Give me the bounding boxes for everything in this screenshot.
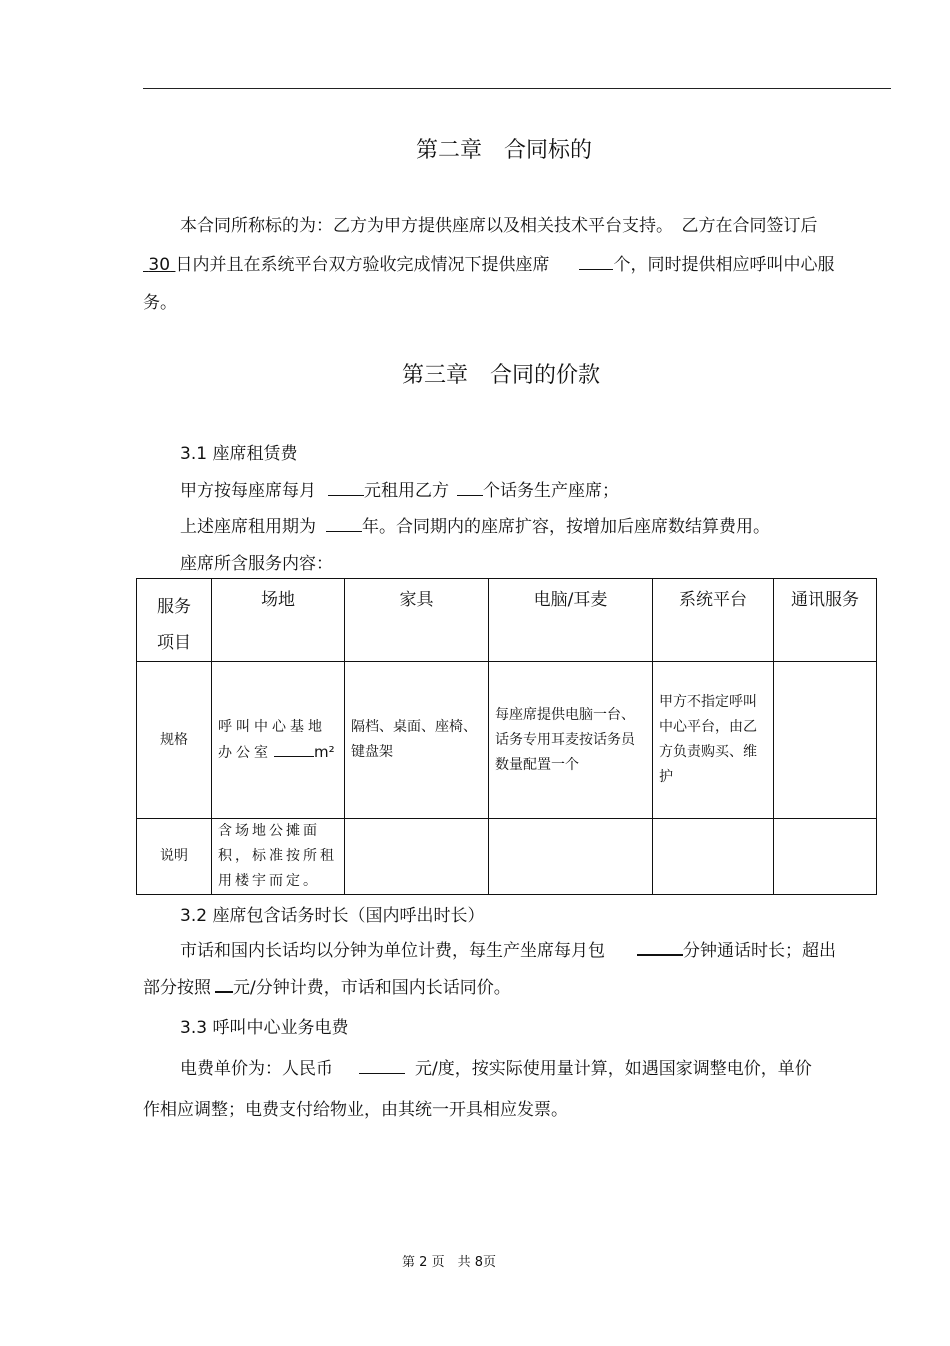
note-platform [653, 819, 774, 895]
chapter2-title: 第二章 合同标的 [416, 138, 593, 163]
section-3-1-heading: 3.1 座席租赁费 [180, 444, 298, 464]
header-comm: 通讯服务 [774, 579, 877, 662]
row-label-spec: 规格 [137, 662, 212, 819]
header-platform: 系统平台 [653, 579, 774, 662]
seat-qty-blank [457, 478, 483, 496]
area-blank [274, 742, 314, 757]
page-footer: 第 2 页 共 8页 [402, 1255, 497, 1270]
header-furniture: 家具 [345, 579, 489, 662]
spec-furniture: 隔档、桌面、座椅、键盘架 [345, 662, 489, 819]
section-3-3-heading: 3.3 呼叫中心业务电费 [180, 1018, 349, 1038]
header-service-item: 服务 项目 [137, 579, 212, 662]
note-comm [774, 819, 877, 895]
seat-count-blank [579, 252, 613, 270]
table-header-row [137, 579, 877, 662]
header-venue: 场地 [212, 579, 345, 662]
electricity-price-blank [359, 1056, 405, 1074]
note-computer [489, 819, 653, 895]
rental-years-blank [326, 514, 362, 532]
service-content-table [136, 578, 877, 895]
overage-rate-blank [215, 974, 233, 993]
table-row [137, 819, 877, 895]
table-row [137, 662, 877, 819]
section-3-1-line1: 甲方按每座席每月 元租用乙方 个话务生产座席； [180, 476, 619, 501]
chapter2-para-line2: 30 日内并且在系统平台双方验收完成情况下提供座席 个，同时提供相应呼叫中心服 [143, 250, 834, 275]
section-3-2-line1: 市话和国内长话均以分钟为单位计费，每生产坐席每月包 分钟通话时长；超出 [180, 936, 836, 961]
section-3-1-line3: 座席所含服务内容： [180, 554, 333, 574]
minutes-blank [637, 937, 683, 956]
row-label-note: 说明 [137, 819, 212, 895]
header-rule [143, 88, 891, 89]
note-furniture [345, 819, 489, 895]
spec-platform: 甲方不指定呼叫中心平台，由乙方负责购买、维护 [653, 662, 774, 819]
spec-comm [774, 662, 877, 819]
note-venue: 含场地公摊面积，标准按所租用楼宇而定。 [212, 819, 345, 895]
chapter2-para-line3: 务。 [143, 293, 177, 313]
header-computer: 电脑/耳麦 [489, 579, 653, 662]
section-3-2-line2: 部分按照 元/分钟计费，市话和国内长话同价。 [143, 973, 511, 998]
section-3-3-line1: 电费单价为：人民币 元/度，按实际使用量计算，如遇国家调整电价，单价 [180, 1054, 812, 1079]
section-3-1-line2: 上述座席租用期为 年。合同期内的座席扩容，按增加后座席数结算费用。 [180, 512, 770, 537]
days-value: 30 [148, 255, 171, 275]
monthly-fee-blank [328, 478, 364, 496]
chapter2-para-line1: 本合同所称标的为：乙方为甲方提供座席以及相关技术平台支持。 乙方在合同签订后 [180, 216, 818, 236]
section-3-2-heading: 3.2 座席包含话务时长（国内呼出时长） [180, 906, 485, 926]
spec-computer: 每座席提供电脑一台、话务专用耳麦按话务员数量配置一个 [489, 662, 653, 819]
chapter3-title: 第三章 合同的价款 [402, 363, 601, 388]
section-3-3-line2: 作相应调整；电费支付给物业，由其统一开具相应发票。 [143, 1100, 568, 1120]
spec-venue: 呼叫中心基地办公室 m² [212, 662, 345, 819]
